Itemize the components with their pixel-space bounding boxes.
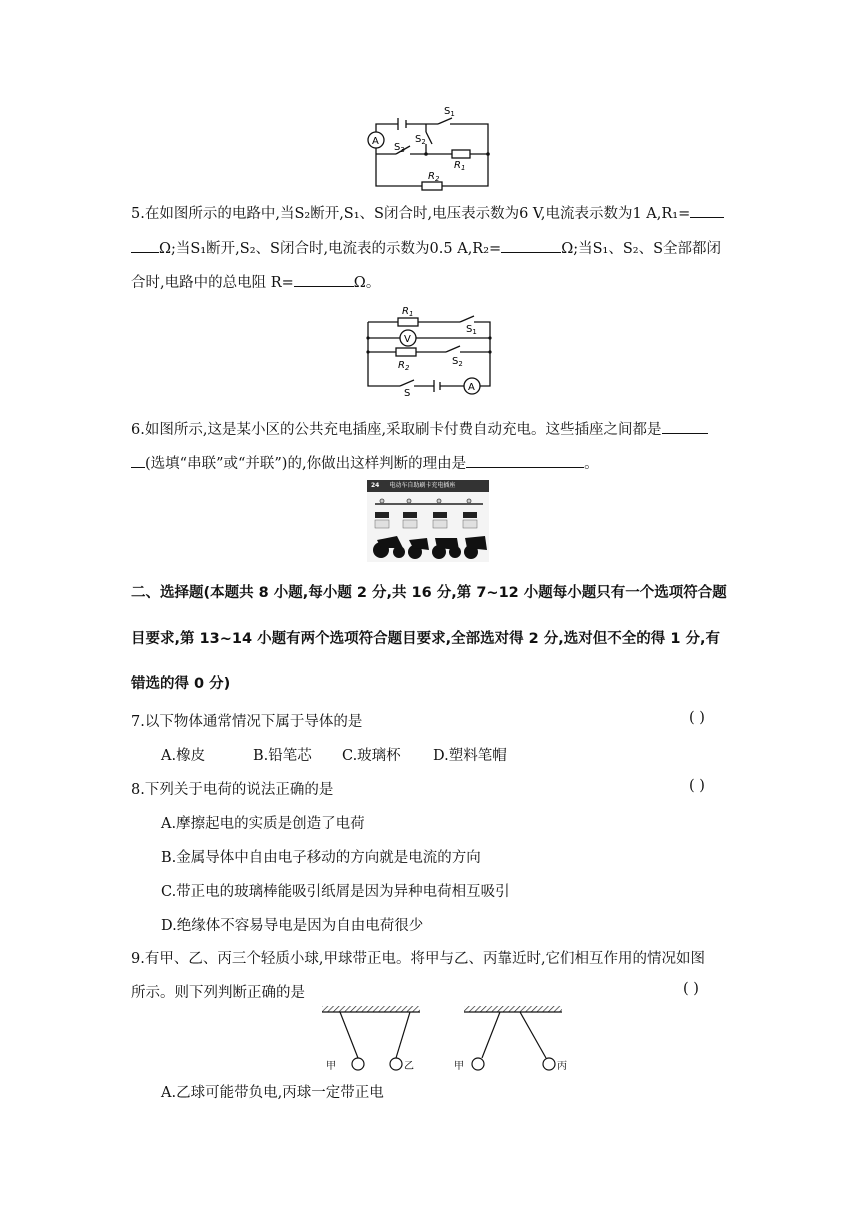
svg-text:丙: 丙 — [557, 1061, 567, 1072]
q8-stem: 8.下列关于电荷的说法正确的是 — [131, 782, 334, 798]
q9-line-1: 9.有甲、乙、丙三个轻质小球,甲球带正电。将甲与乙、丙靠近时,它们相互作用的情况如图 — [131, 951, 706, 967]
charging-station-photo — [367, 480, 489, 562]
q5-line-2: Ω;当S₁断开,S₂、S闭合时,电流表的示数为0.5 A,R₂= Ω;当S₁、S₂、S全部都闭 — [131, 237, 721, 258]
section2-line-2: 目要求,第 13~14 小题有两个选项符合题目要求,全部选对得 2 分,选对但不全的得 1 分,有 — [131, 631, 721, 647]
q5-line-3: 合时,电路中的总电阻 R= Ω。 — [131, 271, 380, 292]
q8-option-c[interactable]: C.带正电的玻璃棒能吸引纸屑是因为异种电荷相互吸引 — [161, 884, 510, 900]
svg-text:V: V — [404, 334, 411, 345]
svg-text:乙: 乙 — [404, 1061, 414, 1072]
q7-option-a[interactable]: A.橡皮 — [161, 748, 206, 764]
svg-text:S: S — [404, 388, 411, 396]
svg-text:S1: $S_1$ — [444, 106, 455, 118]
q6-line-2: (选填“串联”或“并联”)的,你做出这样判断的理由是 。 — [131, 452, 599, 473]
q8-option-d[interactable]: D.绝缘体不容易导电是因为自由电荷很少 — [161, 918, 424, 934]
svg-text:甲: 甲 — [454, 1061, 464, 1072]
svg-text:A: A — [468, 382, 475, 393]
photo-header-bar: 24 电动车自助刷卡充电插座 — [367, 480, 489, 492]
svg-text:R1: $R_1$ — [454, 160, 466, 172]
q8-option-b[interactable]: B.金属导体中自由电子移动的方向就是电流的方向 — [161, 850, 481, 866]
q7-answer-paren[interactable]: ( ) — [689, 710, 705, 726]
q7-stem: 7.以下物体通常情况下属于导体的是 — [131, 714, 363, 730]
svg-text:S2: $S_2$ — [452, 356, 463, 368]
q9-option-a[interactable]: A.乙球可能带负电,丙球一定带正电 — [161, 1085, 384, 1101]
q7-option-b[interactable]: B.铅笔芯 — [253, 748, 312, 764]
hanging-balls-figure — [318, 1004, 570, 1074]
section2-line-3: 错选的得 0 分) — [131, 676, 231, 692]
svg-text:R2: $R_2$ — [398, 360, 410, 372]
q7-option-c[interactable]: C.玻璃杯 — [342, 748, 401, 764]
svg-text:S2: $S_2$ — [415, 134, 426, 146]
q8-answer-paren[interactable]: ( ) — [689, 778, 705, 794]
q6-line-1: 6.如图所示,这是某小区的公共充电插座,采取刷卡付费自动充电。这些插座之间都是 — [131, 418, 708, 439]
svg-text:R1: $R_1$ — [402, 306, 414, 318]
svg-text:R2: $R_2$ — [428, 171, 440, 183]
q9-answer-paren[interactable]: ( ) — [683, 981, 699, 997]
q5-line-1: 5.在如图所示的电路中,当S₂断开,S₁、S闭合时,电压表示数为6 V,电流表示数为1 A,R₁= — [131, 202, 724, 223]
svg-text:甲: 甲 — [326, 1061, 336, 1072]
section2-line-1: 二、选择题(本题共 8 小题,每小题 2 分,共 16 分,第 7~12 小题每小题只有一个选项符合题 — [131, 585, 727, 601]
svg-text:S1: $S_1$ — [466, 324, 477, 336]
q8-option-a[interactable]: A.摩擦起电的实质是创造了电荷 — [161, 816, 365, 832]
circuit-diagram-2 — [362, 304, 496, 396]
socket-row — [367, 492, 489, 562]
q9-line-2: 所示。则下列判断正确的是 — [131, 985, 305, 1001]
ammeter-label: A — [372, 136, 379, 147]
circuit-diagram-1 — [360, 100, 495, 192]
q7-option-d[interactable]: D.塑料笔帽 — [433, 748, 507, 764]
svg-text:S3: $S_3$ — [394, 142, 405, 154]
